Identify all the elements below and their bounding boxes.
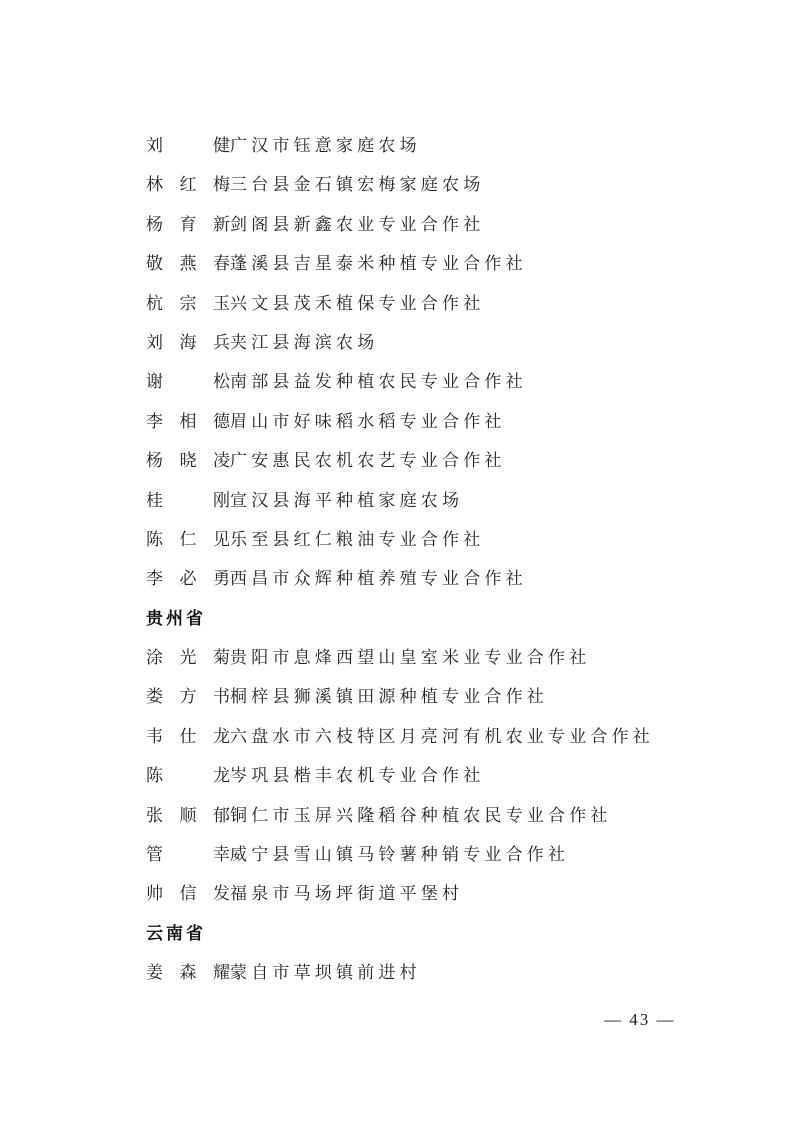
- person-name: 张 顺 郁: [146, 805, 230, 826]
- person-name: 李 相 德: [146, 411, 230, 432]
- section-heading-guizhou: 贵州省: [146, 608, 206, 629]
- person-name: 李 必 勇: [146, 569, 230, 590]
- page-number: — 43 —: [604, 1010, 676, 1029]
- organization-name: 宣汉县海平种植家庭农场: [230, 490, 464, 511]
- person-name: 帅 信 发: [146, 884, 230, 905]
- organization-name: 广汉市钰意家庭农场: [230, 136, 421, 156]
- list-item: [146, 407, 706, 446]
- person-name: 娄 方 书: [146, 687, 230, 708]
- list-item: [146, 328, 706, 367]
- organization-name: 兴文县茂禾植保专业合作社: [230, 293, 485, 314]
- person-name: 刘 海 兵: [146, 332, 230, 353]
- person-name: 谢 松: [146, 372, 230, 393]
- list-item: [146, 643, 706, 682]
- organization-name: 威宁县雪山镇马铃薯种销专业合作社: [230, 845, 570, 866]
- list-item: [146, 722, 706, 761]
- person-name: 管 幸: [146, 845, 230, 866]
- organization-name: 西昌市众辉种植养殖专业合作社: [230, 569, 527, 590]
- list-item: [146, 131, 706, 170]
- organization-name: 南部县益发种植农民专业合作社: [230, 372, 527, 393]
- person-name: 陈 仁 见: [146, 529, 230, 550]
- organization-name: 岑巩县楷丰农机专业合作社: [230, 766, 485, 787]
- list-item: [146, 682, 706, 721]
- organization-name: 乐至县红仁粮油专业合作社: [230, 529, 485, 550]
- organization-name: 六盘水市六枝特区月亮河有机农业专业合作社: [230, 726, 654, 747]
- list-item: [146, 761, 706, 800]
- person-name: 刘 健: [146, 136, 230, 156]
- organization-name: 广安惠民农机农艺专业合作社: [230, 451, 506, 472]
- list-item: [146, 289, 706, 328]
- list-item: [146, 879, 706, 918]
- person-name: 桂 刚: [146, 490, 230, 511]
- list-item: [146, 210, 706, 249]
- organization-name: 眉山市好味稻水稻专业合作社: [230, 411, 506, 432]
- list-item: [146, 486, 706, 525]
- person-name: 陈 龙: [146, 766, 230, 787]
- list-item: [146, 367, 706, 406]
- honoree-list: [146, 131, 706, 998]
- organization-name: 贵阳市息烽西望山皇室米业专业合作社: [230, 648, 591, 669]
- list-item: [146, 564, 706, 603]
- list-item: [146, 525, 706, 564]
- organization-name: 桐梓县狮溪镇田源种植专业合作社: [230, 687, 548, 708]
- list-item: [146, 801, 706, 840]
- organization-name: 三台县金石镇宏梅家庭农场: [230, 175, 485, 196]
- person-name: 敬 燕 春: [146, 254, 230, 275]
- organization-name: 福泉市马场坪街道平堡村: [230, 884, 464, 905]
- person-name: 杨 晓 凌: [146, 451, 230, 472]
- list-item: [146, 840, 706, 879]
- section-heading-yunnan: 云南省: [146, 923, 206, 944]
- list-item: [146, 958, 706, 997]
- organization-name: 铜仁市玉屏兴隆稻谷种植农民专业合作社: [230, 805, 612, 826]
- person-name: 杨 育 新: [146, 214, 230, 235]
- organization-name: 夹江县海滨农场: [230, 332, 379, 353]
- person-name: 姜 森 耀: [146, 963, 230, 984]
- person-name: 林 红 梅: [146, 175, 230, 196]
- list-item: [146, 249, 706, 288]
- person-name: 涂 光 菊: [146, 648, 230, 669]
- organization-name: 蓬溪县吉星泰米种植专业合作社: [230, 254, 527, 275]
- person-name: 杭 宗 玉: [146, 293, 230, 314]
- person-name: 韦 仕 龙: [146, 726, 230, 747]
- list-item: [146, 170, 706, 209]
- list-item: [146, 446, 706, 485]
- organization-name: 蒙自市草坝镇前进村: [230, 963, 421, 984]
- organization-name: 剑阁县新鑫农业专业合作社: [230, 214, 485, 235]
